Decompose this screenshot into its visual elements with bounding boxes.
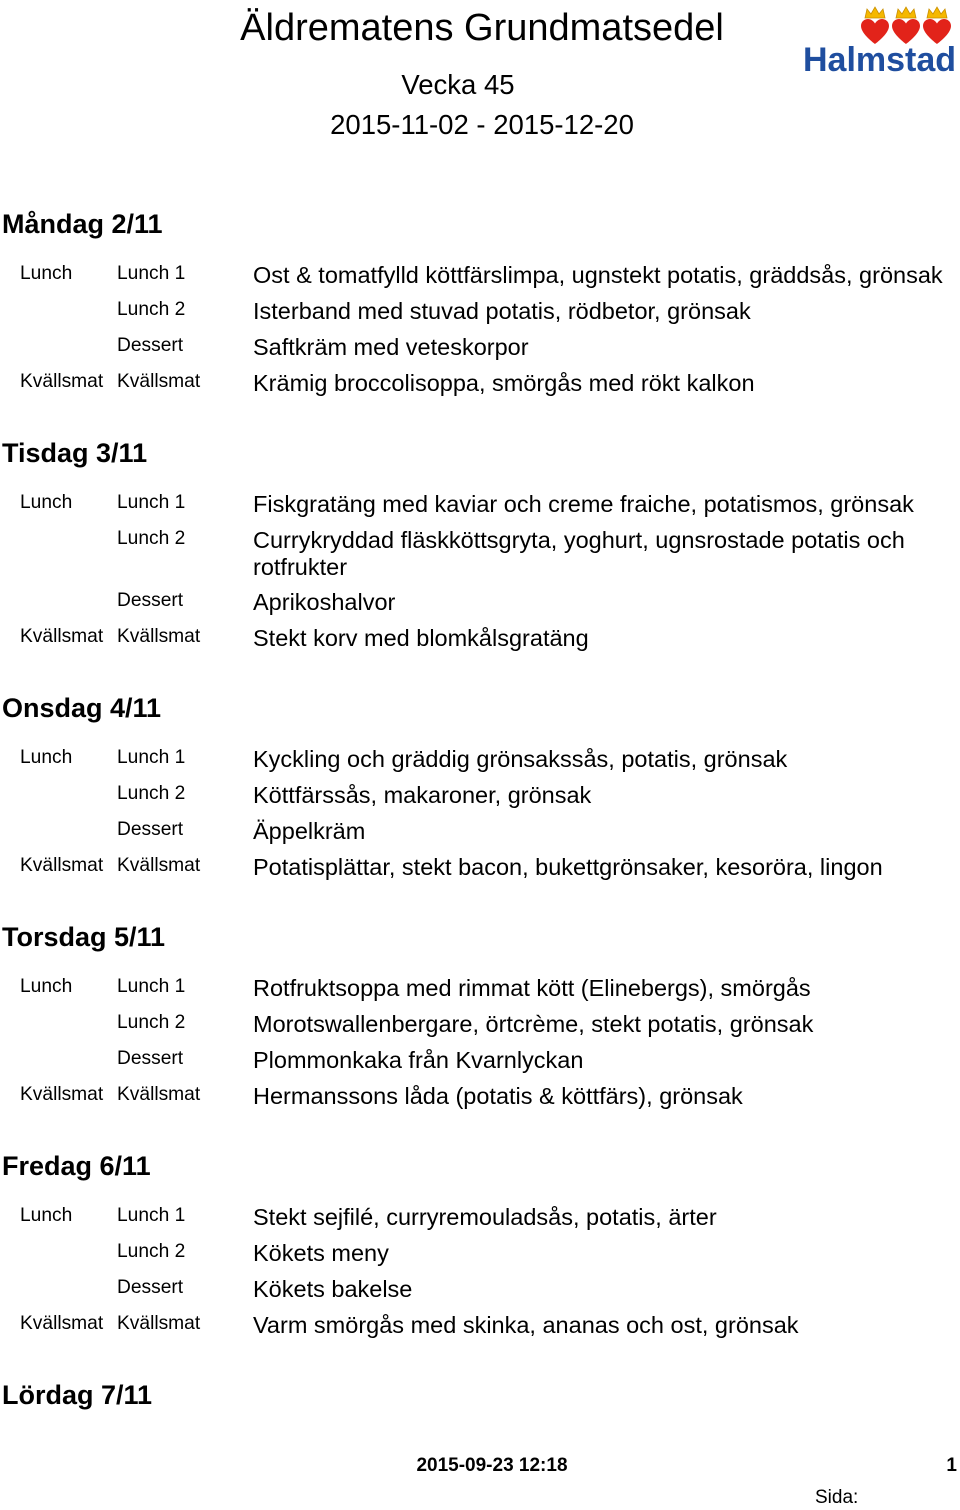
day-title: Fredag 6/11 bbox=[2, 1151, 151, 1181]
course-label: Dessert bbox=[117, 1277, 184, 1298]
menu-row bbox=[0, 292, 960, 328]
menu-row bbox=[0, 1077, 960, 1113]
day-section bbox=[0, 1371, 960, 1419]
dish-text: Kyckling och gräddig grönsakssås, potatis, grönsak bbox=[253, 746, 788, 772]
menu-row bbox=[0, 1234, 960, 1270]
menu-row bbox=[0, 1041, 960, 1077]
meal-label: Lunch bbox=[20, 747, 73, 768]
course-label: Lunch 2 bbox=[117, 1012, 186, 1033]
day-section bbox=[0, 913, 960, 1113]
meal-label: Lunch bbox=[20, 1205, 73, 1226]
menu-row bbox=[0, 521, 960, 583]
day-title: Lördag 7/11 bbox=[2, 1380, 153, 1410]
menu-row bbox=[0, 256, 960, 292]
page-label: Sida: bbox=[815, 1487, 859, 1508]
printed-timestamp: 2015-09-23 12:18 bbox=[416, 1455, 568, 1476]
meal-label: Lunch bbox=[20, 263, 73, 284]
day-title: Tisdag 3/11 bbox=[2, 438, 148, 468]
menu-row bbox=[0, 485, 960, 521]
dish-text: Isterband med stuvad potatis, rödbetor, grönsak bbox=[253, 298, 751, 324]
dish-text: Aprikoshalvor bbox=[253, 589, 396, 615]
page-title: Äldrematens Grundmatsedel bbox=[240, 7, 724, 49]
dish-text: Varm smörgås med skinka, ananas och ost, grönsak bbox=[253, 1312, 799, 1338]
course-label: Dessert bbox=[117, 590, 184, 611]
meal-label: Kvällsmat bbox=[20, 855, 104, 876]
menu-row bbox=[0, 848, 960, 884]
course-label: Lunch 1 bbox=[117, 747, 186, 768]
course-label: Kvällsmat bbox=[117, 626, 201, 647]
menu-row bbox=[0, 619, 960, 655]
menu-row bbox=[0, 328, 960, 364]
menu-row bbox=[0, 1198, 960, 1234]
week-label: Vecka 45 bbox=[401, 69, 515, 100]
menu-row bbox=[0, 740, 960, 776]
hearts-with-crowns-icon bbox=[861, 7, 951, 44]
course-label: Dessert bbox=[117, 335, 184, 356]
meal-label: Lunch bbox=[20, 976, 73, 997]
menu-row bbox=[0, 1306, 960, 1342]
course-label: Lunch 1 bbox=[117, 263, 186, 284]
course-label: Lunch 1 bbox=[117, 1205, 186, 1226]
menu-row bbox=[0, 583, 960, 619]
dish-text: Fiskgratäng med kaviar och creme fraiche, potatismos, grönsak bbox=[253, 491, 914, 517]
dish-text: Stekt sejfilé, curryremouladsås, potatis, ärter bbox=[253, 1204, 717, 1230]
week-menu bbox=[0, 200, 960, 1448]
dish-text: Stekt korv med blomkålsgratäng bbox=[253, 625, 589, 651]
logo-wordmark: Halmstad bbox=[803, 41, 957, 78]
dish-text: Krämig broccolisoppa, smörgås med rökt kalkon bbox=[253, 370, 755, 396]
page-number: 1 bbox=[946, 1455, 957, 1476]
date-range: 2015-11-02 - 2015-12-20 bbox=[330, 109, 634, 140]
day-title: Måndag 2/11 bbox=[2, 209, 163, 239]
dish-text: Rotfruktsoppa med rimmat kött (Elinebergs), smörgås bbox=[253, 975, 811, 1001]
course-label: Lunch 2 bbox=[117, 1241, 186, 1262]
dish-text: Äppelkräm bbox=[253, 818, 366, 844]
dish-text: Potatisplättar, stekt bacon, bukettgrönsaker, kesoröra, lingon bbox=[253, 854, 883, 880]
day-title: Onsdag 4/11 bbox=[2, 693, 162, 723]
dish-text: Saftkräm med veteskorpor bbox=[253, 334, 529, 360]
menu-row bbox=[0, 812, 960, 848]
day-title: Torsdag 5/11 bbox=[2, 922, 166, 952]
course-label: Kvällsmat bbox=[117, 371, 201, 392]
dish-text: Kökets bakelse bbox=[253, 1276, 413, 1302]
dish-text: Currykryddad fläskköttsgryta, yoghurt, ugnsrostade potatis och rotfrukter bbox=[253, 527, 905, 580]
course-label: Lunch 1 bbox=[117, 492, 186, 513]
dish-text: Köttfärssås, makaroner, grönsak bbox=[253, 782, 592, 808]
menu-row bbox=[0, 364, 960, 400]
dish-text: Ost & tomatfylld köttfärslimpa, ugnstekt potatis, gräddsås, grönsak bbox=[253, 262, 943, 288]
day-section bbox=[0, 1142, 960, 1342]
course-label: Dessert bbox=[117, 819, 184, 840]
halmstad-logo bbox=[800, 2, 960, 78]
dish-text: Kökets meny bbox=[253, 1240, 389, 1266]
day-section bbox=[0, 684, 960, 884]
day-section bbox=[0, 200, 960, 400]
course-label: Lunch 2 bbox=[117, 299, 186, 320]
course-label: Dessert bbox=[117, 1048, 184, 1069]
course-label: Kvällsmat bbox=[117, 1084, 201, 1105]
course-label: Lunch 2 bbox=[117, 783, 186, 804]
menu-row bbox=[0, 969, 960, 1005]
dish-text: Hermanssons låda (potatis & köttfärs), grönsak bbox=[253, 1083, 743, 1109]
course-label: Lunch 2 bbox=[117, 528, 186, 549]
course-label: Kvällsmat bbox=[117, 855, 201, 876]
meal-label: Kvällsmat bbox=[20, 626, 104, 647]
dish-text: Morotswallenbergare, örtcrème, stekt potatis, grönsak bbox=[253, 1011, 814, 1037]
meal-label: Kvällsmat bbox=[20, 1084, 104, 1105]
menu-row bbox=[0, 1005, 960, 1041]
course-label: Kvällsmat bbox=[117, 1313, 201, 1334]
course-label: Lunch 1 bbox=[117, 976, 186, 997]
menu-row bbox=[0, 1270, 960, 1306]
dish-text: Plommonkaka från Kvarnlyckan bbox=[253, 1047, 584, 1073]
day-section bbox=[0, 429, 960, 655]
menu-row bbox=[0, 776, 960, 812]
meal-label: Kvällsmat bbox=[20, 1313, 104, 1334]
meal-label: Kvällsmat bbox=[20, 371, 104, 392]
meal-label: Lunch bbox=[20, 492, 73, 513]
